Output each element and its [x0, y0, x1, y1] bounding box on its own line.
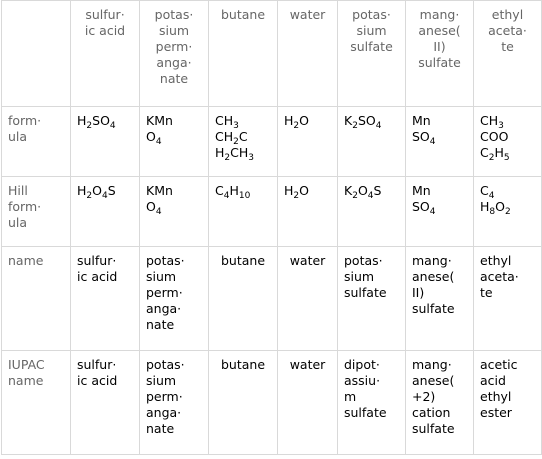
- table-cell: potas· sium perm· anga· nate: [140, 247, 209, 351]
- table-row: [2, 247, 542, 351]
- table-row: [2, 351, 542, 455]
- table-cell: potas· sium perm· anga· nate: [140, 351, 209, 455]
- table-cell: acetic acid ethyl ester: [474, 351, 542, 455]
- table-cell: butane: [209, 247, 278, 351]
- table-cell: butane: [209, 351, 278, 455]
- table-cell: $CH_3$ COO $C_2H_5$: [474, 107, 542, 177]
- column-header: butane: [209, 1, 278, 107]
- table-cell: dipot· assiu· m sulfate: [338, 351, 406, 455]
- row-label: name: [2, 247, 71, 351]
- table-cell: potas· sium sulfate: [338, 247, 406, 351]
- table-cell: $H_2SO_4$: [71, 107, 140, 177]
- column-header: sulfur· ic acid: [71, 1, 140, 107]
- corner-cell: [2, 1, 71, 107]
- table-cell: $K_2O_4S$: [338, 177, 406, 247]
- table-cell: water: [278, 351, 338, 455]
- table-cell: $C_4H_{10}$: [209, 177, 278, 247]
- table-row: [2, 177, 542, 247]
- column-header: potas· sium sulfate: [338, 1, 406, 107]
- row-label: IUPAC name: [2, 351, 71, 455]
- column-header: water: [278, 1, 338, 107]
- table-cell: $H_2O$: [278, 107, 338, 177]
- row-label: Hill form· ula: [2, 177, 71, 247]
- table-cell: $K_2SO_4$: [338, 107, 406, 177]
- table-cell: $CH_3$ $CH_2C$ $H_2CH_3$: [209, 107, 278, 177]
- table-cell: Mn $SO_4$: [406, 107, 474, 177]
- table-cell: KMn $O_4$: [140, 177, 209, 247]
- table-cell: $C_4$ $H_8O_2$: [474, 177, 542, 247]
- table-cell: ethyl aceta· te: [474, 247, 542, 351]
- table-cell: $H_2O$: [278, 177, 338, 247]
- table-cell: water: [278, 247, 338, 351]
- table-cell: mang· anese( II) sulfate: [406, 247, 474, 351]
- compound-table: [1, 0, 542, 455]
- table-row: [2, 107, 542, 177]
- column-header: potas· sium perm· anga· nate: [140, 1, 209, 107]
- header-row: [2, 1, 542, 107]
- table-cell: KMn $O_4$: [140, 107, 209, 177]
- table-cell: mang· anese( +2) cation sulfate: [406, 351, 474, 455]
- row-label: form· ula: [2, 107, 71, 177]
- column-header: ethyl aceta· te: [474, 1, 542, 107]
- table-cell: Mn $SO_4$: [406, 177, 474, 247]
- table-cell: sulfur· ic acid: [71, 351, 140, 455]
- column-header: mang· anese( II) sulfate: [406, 1, 474, 107]
- table-cell: sulfur· ic acid: [71, 247, 140, 351]
- table-cell: $H_2O_4S$: [71, 177, 140, 247]
